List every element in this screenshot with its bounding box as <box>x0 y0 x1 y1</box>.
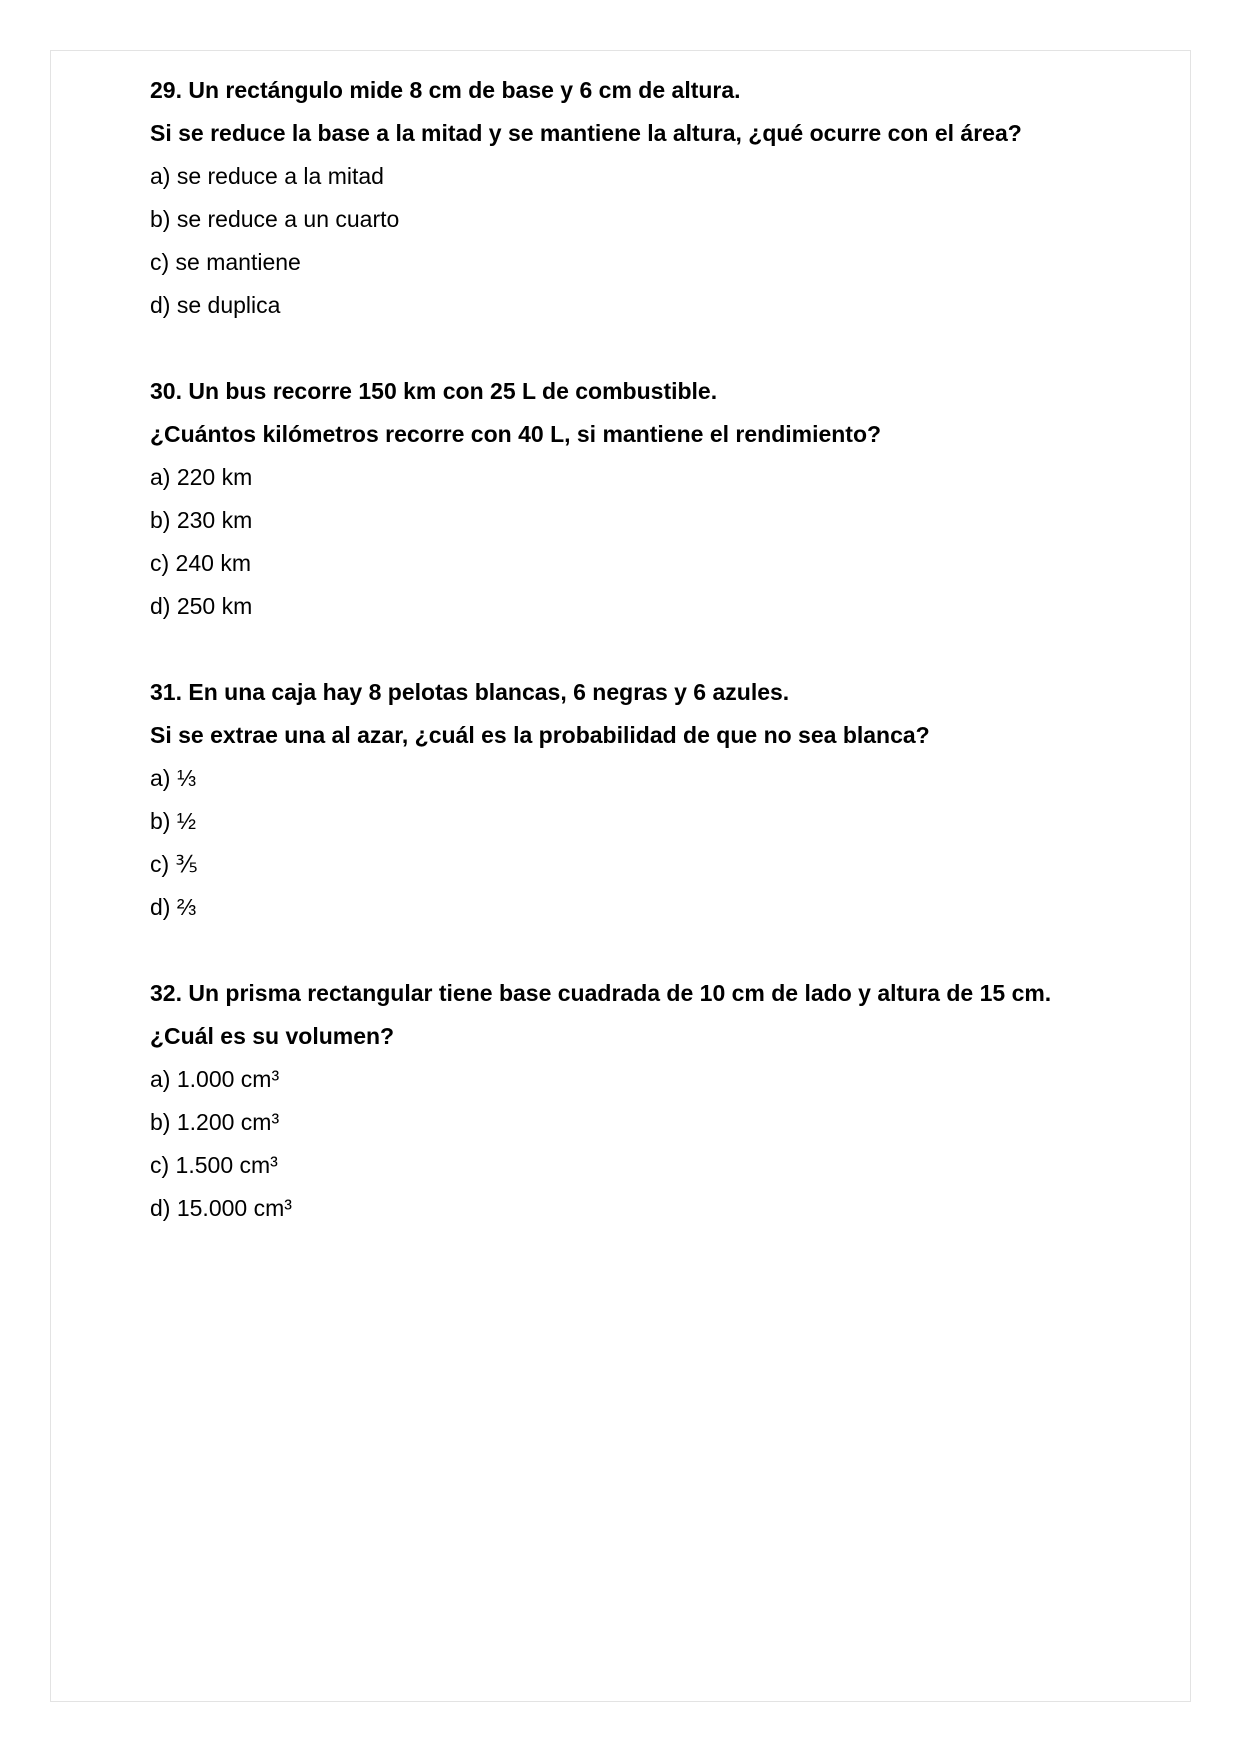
question-30-option-a: a) 220 km <box>150 464 253 491</box>
question-32-option-d: d) 15.000 cm³ <box>150 1195 292 1222</box>
question-29-option-d: d) se duplica <box>150 292 281 319</box>
question-31-option-b: b) ½ <box>150 808 197 835</box>
question-29 <box>150 69 1180 327</box>
question-31-option-a: a) ⅓ <box>150 765 197 792</box>
question-30-option-d: d) 250 km <box>150 593 253 620</box>
question-30-option-c: c) 240 km <box>150 550 251 577</box>
question-29-option-b: b) se reduce a un cuarto <box>150 206 400 233</box>
question-31-option-c: c) ⅗ <box>150 851 198 878</box>
question-32 <box>150 972 1180 1230</box>
question-31 <box>150 671 1180 929</box>
question-31-option-d: d) ⅔ <box>150 894 197 921</box>
question-30 <box>150 370 1180 628</box>
question-32-heading-line-2: ¿Cuál es su volumen? <box>150 1023 395 1050</box>
question-29-heading-line-1: 29. Un rectángulo mide 8 cm de base y 6 cm de altura. <box>150 77 741 104</box>
question-30-heading-line-2: ¿Cuántos kilómetros recorre con 40 L, si mantiene el rendimiento? <box>150 421 882 448</box>
question-32-option-c: c) 1.500 cm³ <box>150 1152 278 1179</box>
question-29-option-a: a) se reduce a la mitad <box>150 163 384 190</box>
question-31-heading-line-1: 31. En una caja hay 8 pelotas blancas, 6 negras y 6 azules. <box>150 679 790 706</box>
question-32-option-a: a) 1.000 cm³ <box>150 1066 280 1093</box>
question-30-heading-line-1: 30. Un bus recorre 150 km con 25 L de combustible. <box>150 378 718 405</box>
question-30-option-b: b) 230 km <box>150 507 253 534</box>
document-page <box>50 50 1191 1702</box>
question-29-heading-line-2: Si se reduce la base a la mitad y se mantiene la altura, ¿qué ocurre con el área? <box>150 120 1022 147</box>
page-content <box>51 51 1190 1230</box>
question-29-option-c: c) se mantiene <box>150 249 301 276</box>
question-32-heading-line-1: 32. Un prisma rectangular tiene base cuadrada de 10 cm de lado y altura de 15 cm. <box>150 980 1052 1007</box>
question-32-option-b: b) 1.200 cm³ <box>150 1109 280 1136</box>
question-31-heading-line-2: Si se extrae una al azar, ¿cuál es la probabilidad de que no sea blanca? <box>150 722 930 749</box>
